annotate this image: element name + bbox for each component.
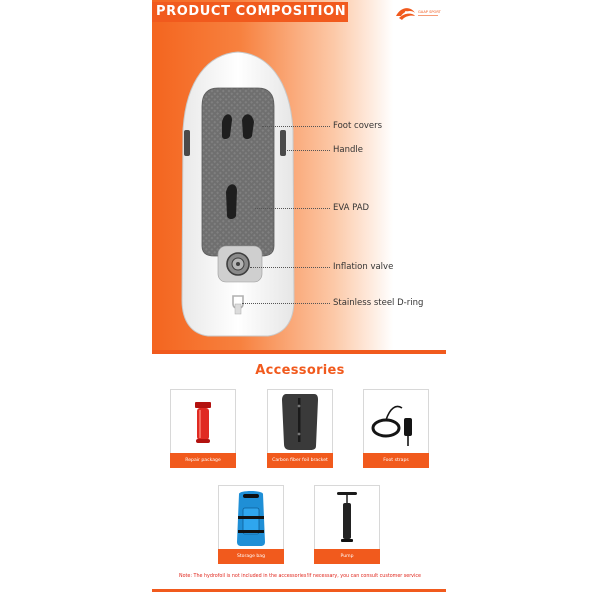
repair-canister-icon [171, 390, 235, 453]
leash-icon [364, 390, 428, 453]
foil-bracket-icon [268, 390, 332, 453]
callout-line-eva-pad [255, 208, 330, 209]
page-title: PRODUCT COMPOSITION [156, 4, 347, 19]
hand-pump-icon [315, 486, 379, 549]
callout-inflation-valve: Inflation valve [333, 262, 394, 272]
callout-line-handle [285, 150, 330, 151]
bottom-divider [152, 589, 446, 592]
callout-handle: Handle [333, 145, 363, 155]
accessory-label: Foot straps [363, 453, 429, 468]
accessory-card-storage-bag [218, 485, 284, 564]
fish-swoosh-logo-icon [393, 4, 441, 24]
accessory-label: Repair package [170, 453, 236, 468]
section-divider [152, 350, 446, 354]
accessory-card-repair-package [170, 389, 236, 468]
accessories-title: Accessories [255, 363, 345, 378]
backpack-icon [219, 486, 283, 549]
accessory-card-foil-bracket [267, 389, 333, 468]
callout-line-foot-covers [262, 126, 330, 127]
callout-foot-covers: Foot covers [333, 121, 383, 131]
accessory-label: Carbon fiber foil bracket [267, 453, 333, 468]
accessory-label: Storage bag [218, 549, 284, 564]
logo-text-line: GAAP SPORT [418, 10, 441, 14]
callout-d-ring: Stainless steel D-ring [333, 298, 424, 308]
callout-eva-pad: EVA PAD [333, 203, 370, 213]
accessory-label: Pump [314, 549, 380, 564]
disclaimer-note: Note: The hydrofoil is not included in the accessories!If necessary, you can consult customer service [179, 574, 421, 579]
hydrofoil-board-image [178, 50, 298, 340]
callout-line-d-ring [242, 303, 330, 304]
accessory-card-foot-straps [363, 389, 429, 468]
title-banner [152, 2, 348, 22]
accessory-card-pump [314, 485, 380, 564]
callout-line-inflation-valve [250, 267, 330, 268]
